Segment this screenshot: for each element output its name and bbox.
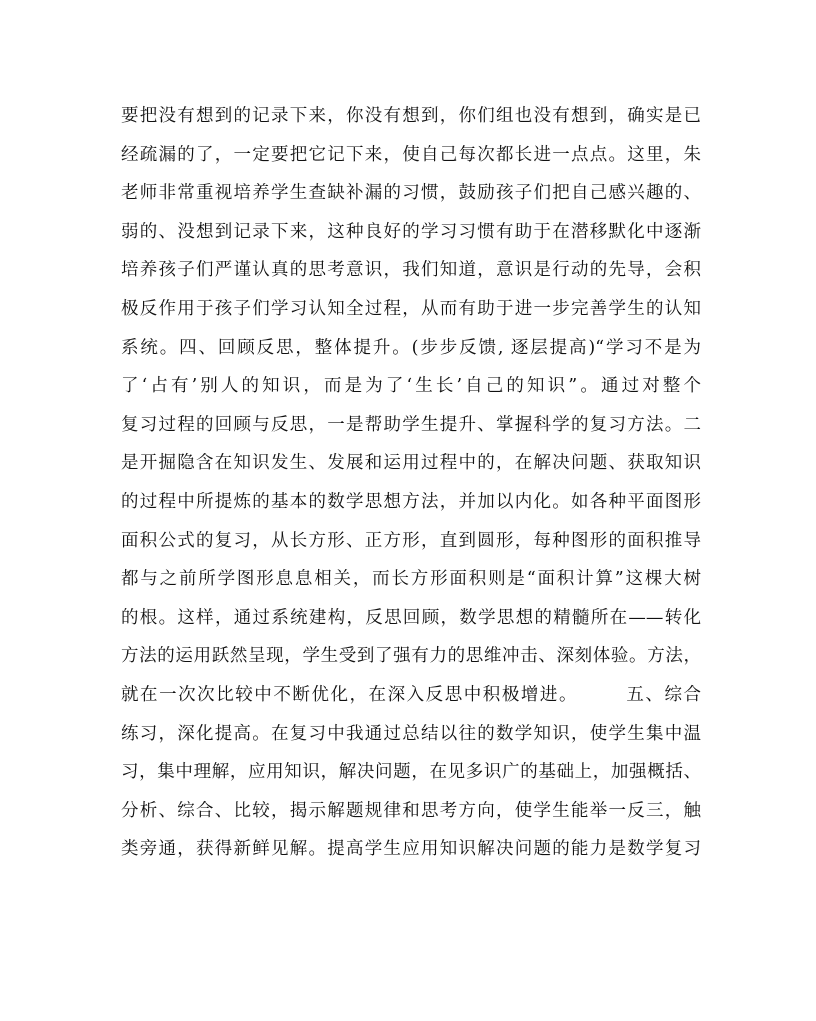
text-line: 弱的、没想到记录下来，这种良好的学习习惯有助于在潜移默化中逐渐 — [121, 221, 701, 242]
text-line: 了‘占有’别人的知识，而是为了‘生长’自己的知识”。通过对整个 — [121, 376, 701, 397]
text-line: 系统。四、回顾反思，整体提升。(步步反馈, 逐层提高)“学习不是为 — [121, 337, 701, 358]
text-line: 经疏漏的了，一定要把它记下来，使自己每次都长进一点点。这里，朱 — [121, 144, 701, 165]
text-line: 分析、综合、比较，揭示解题规律和思考方向，使学生能举一反三，触 — [121, 800, 701, 821]
text-line: 是开掘隐含在知识发生、发展和运用过程中的，在解决问题、获取知识 — [121, 453, 701, 474]
text-line: 的根。这样，通过系统建构，反思回顾，数学思想的精髓所在——转化 — [121, 607, 701, 628]
text-line: 要把没有想到的记录下来，你没有想到，你们组也没有想到，确实是已 — [121, 106, 701, 126]
text-line: 的过程中所提炼的基本的数学思想方法，并加以内化。如各种平面图形 — [121, 491, 701, 512]
text-line: 面积公式的复习，从长方形、正方形，直到圆形，每种图形的面积推导 — [121, 530, 701, 551]
text-line: 方法的运用跃然呈现，学生受到了强有力的思维冲击、深刻体验。方法， — [121, 646, 701, 667]
body-text — [121, 97, 701, 869]
text-line: 极反作用于孩子们学习认知全过程，从而有助于进一步完善学生的认知 — [121, 298, 701, 319]
text-line: 类旁通，获得新鲜见解。提高学生应用知识解决问题的能力是数学复习 — [121, 839, 701, 860]
text-line: 都与之前所学图形息息相关，而长方形面积则是“面积计算”这棵大树 — [121, 569, 701, 590]
text-line: 习，集中理解，应用知识，解决问题，在见多识广的基础上，加强概括、 — [121, 762, 701, 783]
text-line: 培养孩子们严谨认真的思考意识，我们知道，意识是行动的先导，会积 — [121, 260, 701, 281]
text-line: 复习过程的回顾与反思，一是帮助学生提升、掌握科学的复习方法。二 — [121, 414, 701, 435]
text-line: 就在一次次比较中不断优化，在深入反思中积极增进。 五、综合 — [121, 684, 701, 705]
text-line: 老师非常重视培养学生查缺补漏的习惯，鼓励孩子们把自己感兴趣的、 — [121, 183, 701, 204]
text-line: 练习，深化提高。在复习中我通过总结以往的数学知识，使学生集中温 — [121, 723, 701, 744]
